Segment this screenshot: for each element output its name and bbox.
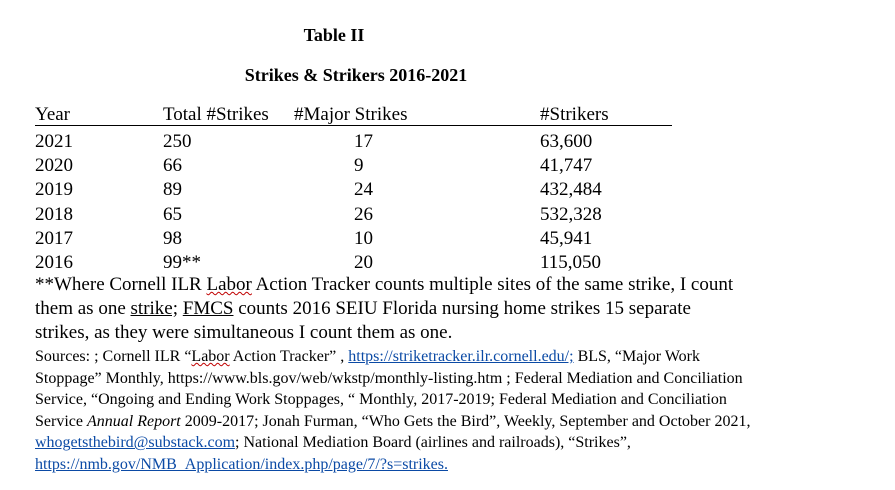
header-rule — [35, 125, 672, 126]
header-strikers: #Strikers — [540, 104, 609, 125]
table-cell: 65 — [163, 203, 182, 225]
table-cell: 2019 — [35, 179, 73, 201]
link-striketracker[interactable]: https://striketracker.ilr.cornell.edu/; — [348, 348, 574, 365]
table-cell: 24 — [354, 179, 373, 201]
table-cell: 89 — [163, 179, 182, 201]
table-cell: 66 — [163, 155, 182, 177]
table-cell: 115,050 — [540, 252, 602, 273]
underlined-strike: strike; — [130, 298, 179, 319]
table-title: Table II — [303, 25, 365, 45]
table-cell: 26 — [354, 203, 373, 225]
header-major-strikes: #Major Strikes — [294, 104, 408, 125]
table-cell: 99** — [163, 252, 201, 273]
table-cell: 17 — [354, 131, 373, 152]
table-cell: 250 — [163, 131, 192, 152]
footnote: **Where Cornell ILR Labor Action Tracker counts multiple sites of the same strike, I count them as one strike; FMCS counts 2016 SEIU Florida nursing home strikes 15 separate strikes, as they were simultaneous I count them as one. — [35, 274, 734, 343]
header-year: Year — [35, 104, 71, 125]
table-cell: 2017 — [35, 227, 73, 249]
table-cell: 2020 — [35, 155, 73, 177]
table-cell: 2018 — [35, 203, 73, 225]
table-cell: 63,600 — [540, 131, 593, 152]
table-cell: 45,941 — [540, 227, 593, 249]
misspelling-labor-source: Labor — [191, 348, 230, 365]
header-total-strikes: Total #Strikes — [163, 104, 269, 125]
misspelling-labor: Labor — [206, 274, 252, 295]
table-cell: 20 — [354, 252, 373, 273]
table-cell: 2016 — [35, 252, 73, 273]
annual-report-italic: Annual Report — [86, 412, 181, 430]
table-cell: 98 — [163, 227, 182, 249]
table-cell: 10 — [354, 227, 373, 249]
sources: Sources: ; Cornell ILR “Labor Action Tracker” , https://striketracker.ilr.cornell.edu/; BLS, “Major Work Stoppage” Monthly, https://www.bls.gov/web/wkstp/monthly-listing.htm ; Federal Mediation and Conciliation Service, “Ongoing and Ending Work Stoppages, “ Monthly, 2017-2019; Federal Mediation and Conciliation Service Annual Report 2009-2017; Jonah Furman, “Who Gets the Bird”, Weekly, September and October 2021, whogetsthebird@substack.com; National Mediation Board (airlines and railroads), “Strikes”, https://nmb.gov/NMB_Application/index.php/page/7/?s=strikes. — [35, 348, 751, 473]
table-cell: 9 — [354, 155, 364, 177]
table-cell: 532,328 — [540, 203, 602, 225]
table-cell: 2021 — [35, 131, 73, 152]
table-subtitle: Strikes & Strikers 2016-2021 — [244, 65, 468, 85]
link-nmb[interactable]: https://nmb.gov/NMB_Application/index.php/page/7/?s=strikes. — [35, 455, 448, 473]
link-whogetsthebird[interactable]: whogetsthebird@substack.com — [35, 434, 236, 452]
table-cell: 432,484 — [540, 179, 602, 201]
table-cell: 41,747 — [540, 155, 593, 177]
underlined-fmcs: FMCS — [182, 298, 234, 319]
